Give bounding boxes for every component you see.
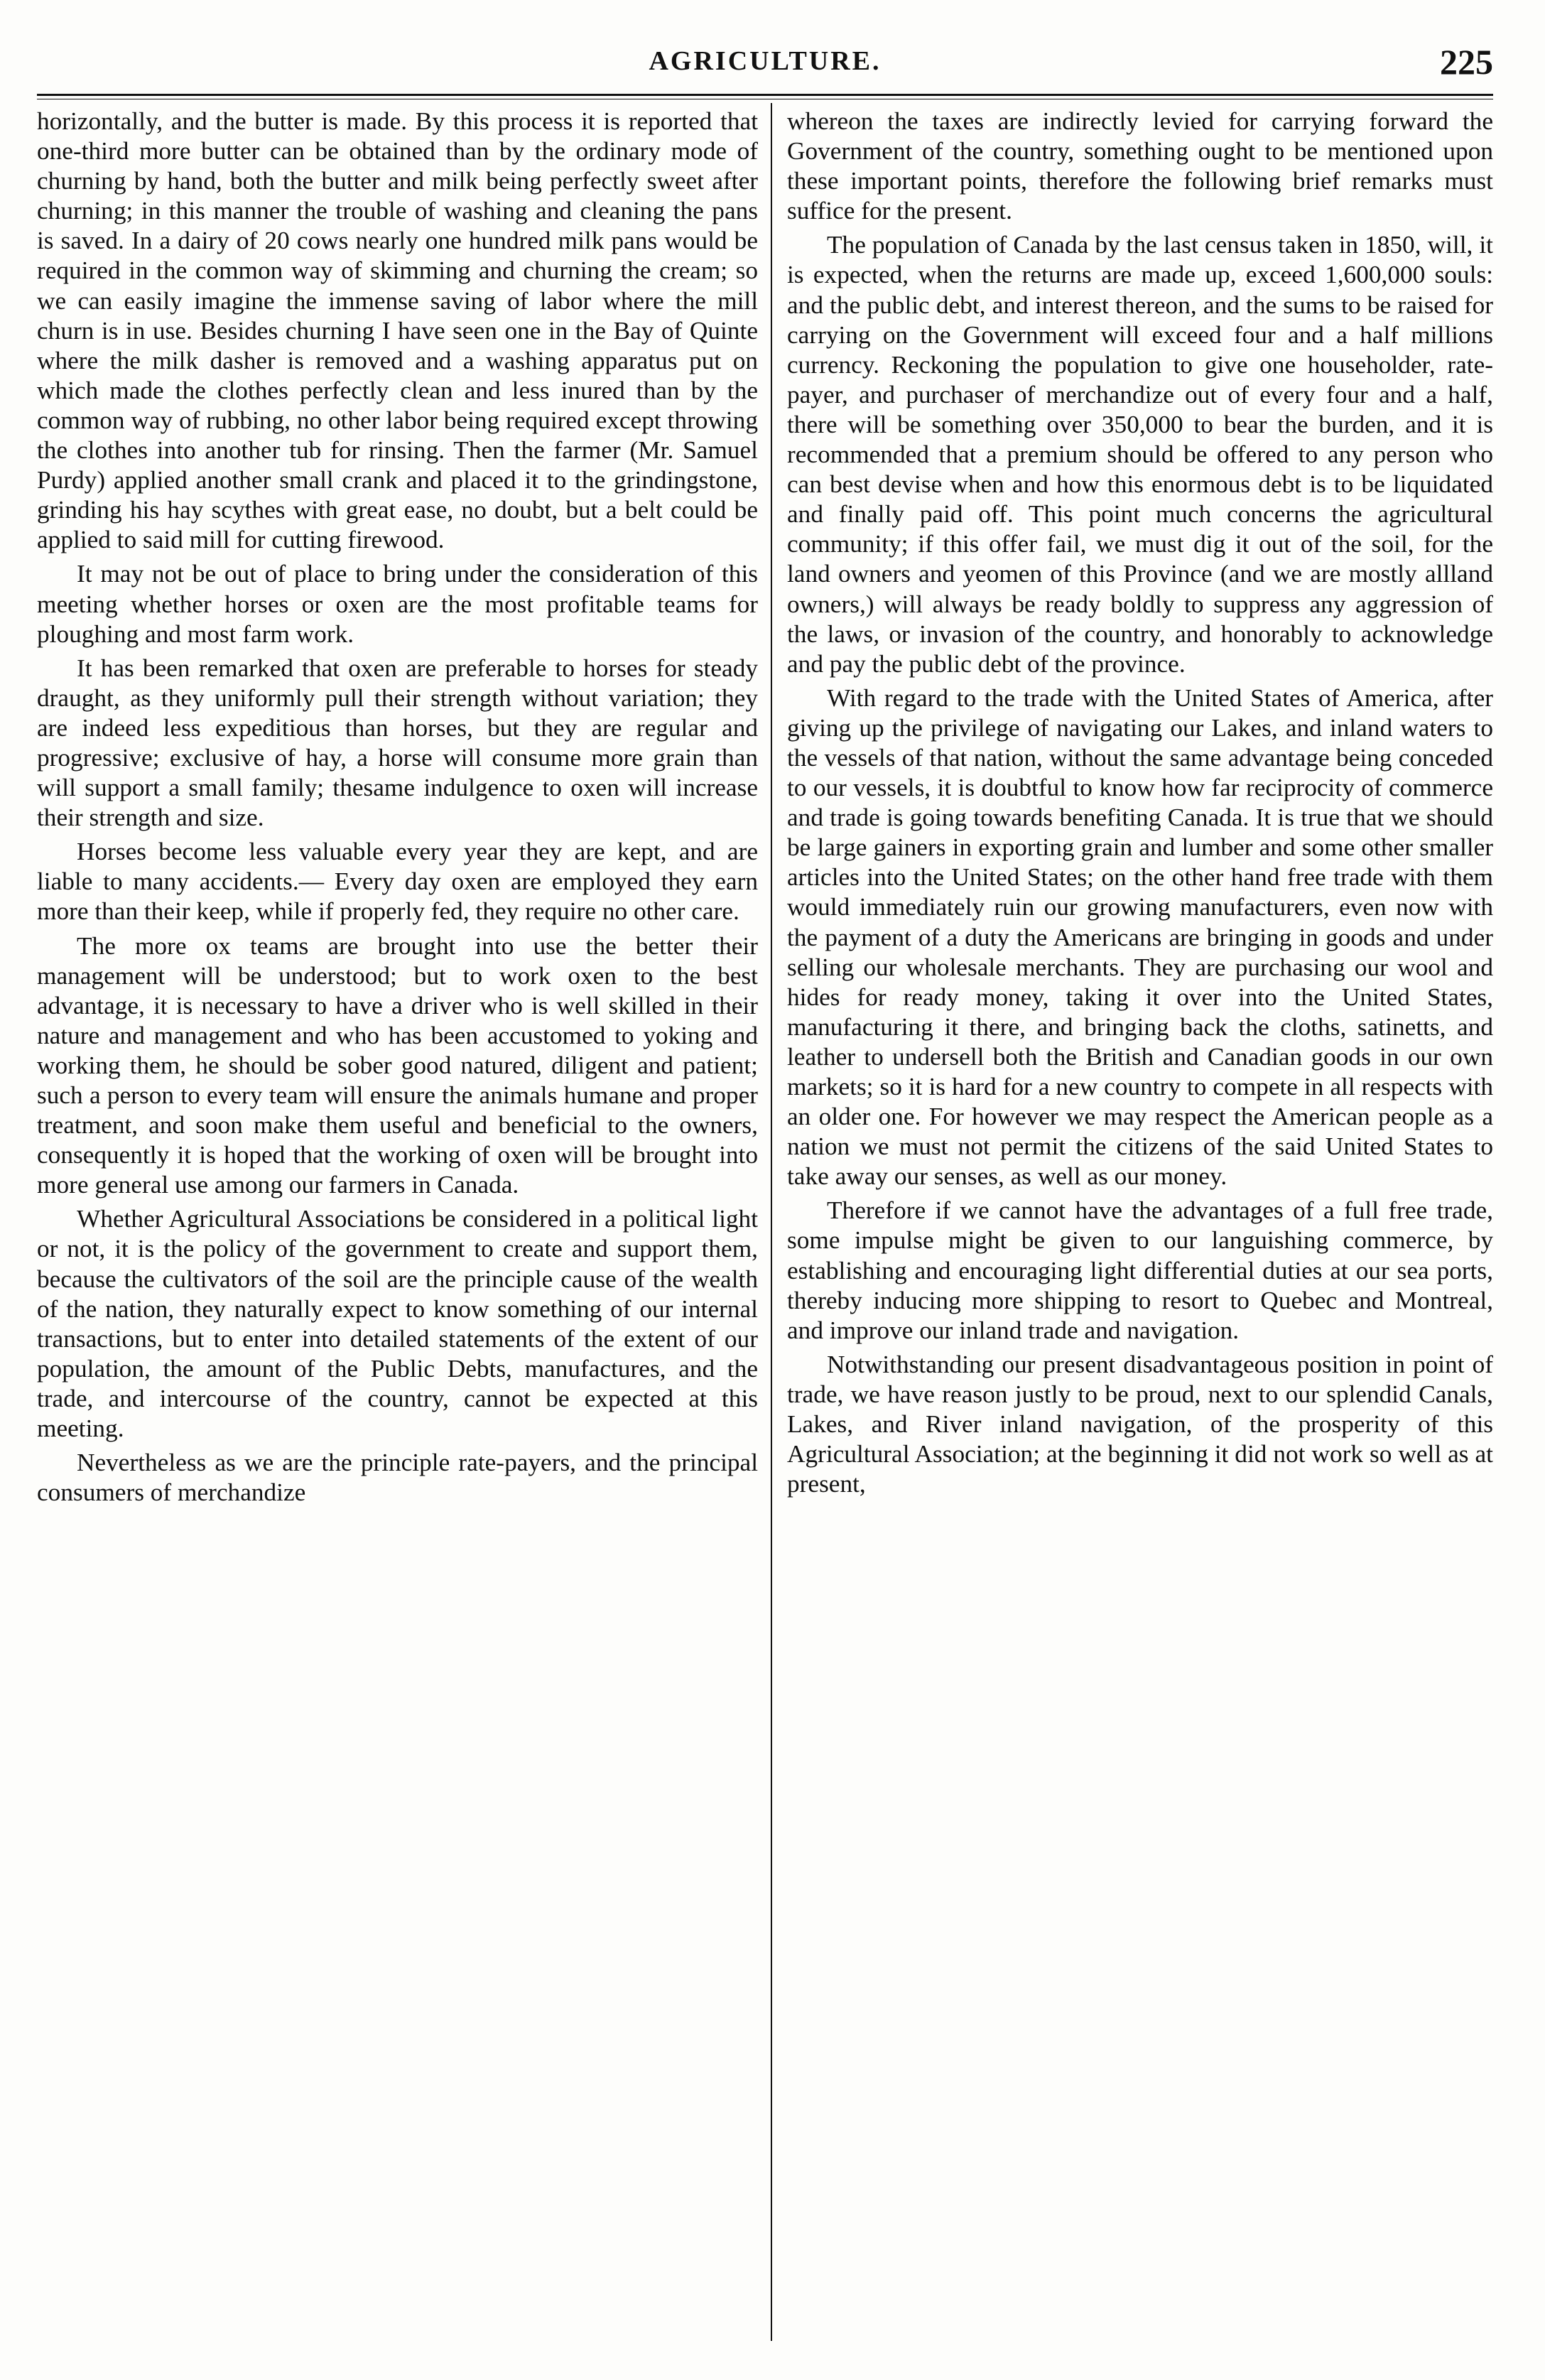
paragraph: It has been remarked that oxen are preferable to horses for steady draught, as they uniformly pull their strength without variation; they are indeed less expeditious than horses, but they are regular and progressive; exclusive of hay, a horse will consume more grain than will support a small family; thesame indulgence to oxen will increase their strength and size.: [37, 654, 758, 832]
header-rule: [37, 94, 1493, 96]
page-number: 225: [1440, 42, 1493, 82]
running-title: AGRICULTURE.: [649, 46, 882, 76]
left-column: [37, 107, 758, 2344]
right-column: [787, 107, 1493, 2344]
paragraph: Therefore if we cannot have the advantages of a full free trade, some impulse might be given to our languishing commerce, by establishing and encouraging light differential duties at our sea ports, thereby inducing more shipping to resort to Quebec and Montreal, and improve our inland trade and navigation.: [787, 1196, 1493, 1344]
paragraph: whereon the taxes are indirectly levied for carrying forward the Government of the country, something ought to be mentioned upon these important points, therefore the following brief remarks must suffice for the present.: [787, 107, 1493, 225]
paragraph: Notwithstanding our present disadvantageous position in point of trade, we have reason justly to be proud, next to our splendid Canals, Lakes, and River inland navigation, of the prosperity of this Agricultural Association; at the beginning it did not work so well as at present,: [787, 1350, 1493, 1498]
paragraph: Whether Agricultural Associations be considered in a political light or not, it is the policy of the government to create and support them, because the cultivators of the soil are the principle cause of the wealth of the nation, they naturally expect to know something of our internal transactions, but to enter into detailed statements of the extent of our population, the amount of the Public Debts, manufactures, and the trade, and intercourse of the country, cannot be expected at this meeting.: [37, 1205, 758, 1443]
paragraph: The more ox teams are brought into use the better their management will be understood; but to work oxen to the best advantage, it is necessary to have a driver who is well skilled in their nature and management and who has been accustomed to yoking and working them, he should be sober good natured, diligent and patient; such a person to every team will ensure the animals humane and proper treatment, and soon make them useful and beneficial to the owners, consequently it is hoped that the working of oxen will be brought into more general use among our farmers in Canada.: [37, 931, 758, 1199]
paragraph: It may not be out of place to bring under the consideration of this meeting whether horses or oxen are the most profitable teams for ploughing and most farm work.: [37, 560, 758, 648]
running-head: [37, 41, 1493, 84]
column-divider: [771, 103, 772, 2341]
paragraph: Nevertheless as we are the principle rate-payers, and the principal consumers of merchandize: [37, 1449, 758, 1507]
paragraph: Horses become less valuable every year they are kept, and are liable to many accidents.— Every day oxen are employed they earn more than their keep, while if properly fed, they require no other care.: [37, 838, 758, 926]
paragraph: With regard to the trade with the United States of America, after giving up the privilege of navigating our Lakes, and inland waters to the vessels of that nation, without the same advantage being conceded to our vessels, it is doubtful to know how far reciprocity of commerce and trade is going towards benefiting Canada. It is true that we should be large gainers in exporting grain and lumber and some other smaller articles into the United States; on the other hand free trade with them would immediately ruin our growing manufacturers, even now with the payment of a duty the Americans are bringing in goods and under selling our wholesale merchants. They are purchasing our wool and hides for ready money, taking it over into the United States, manufacturing it there, and bringing back the cloths, satinetts, and leather to undersell both the British and Canadian goods in our own markets; so it is hard for a new country to compete in all respects with an older one. For however we may respect the American people as a nation we must not permit the citizens of the said United States to take away our senses, as well as our money.: [787, 683, 1493, 1191]
paragraph: horizontally, and the butter is made. By this process it is reported that one-third more butter can be obtained than by the ordinary mode of churning by hand, both the butter and milk being perfectly sweet after churning; in this manner the trouble of washing and cleaning the pans is saved. In a dairy of 20 cows nearly one hundred milk pans would be required in the common way of skimming and churning the cream; so we can easily imagine the immense saving of labor where the mill churn is in use. Besides churning I have seen one in the Bay of Quinte where the milk dasher is removed and a washing apparatus put on which made the clothes perfectly clean and less inured than by the common way of rubbing, no other labor being required except throwing the clothes into another tub for rinsing. Then the farmer (Mr. Samuel Purdy) applied another small crank and placed it to the grindingstone, grinding his hay scythes with great ease, no doubt, but a belt could be applied to said mill for cutting firewood.: [37, 107, 758, 554]
paragraph: The population of Canada by the last census taken in 1850, will, it is expected, when the returns are made up, exceed 1,600,000 souls: and the public debt, and interest thereon, and the sums to be raised for carrying on the Government will exceed four and a half millions currency. Reckoning the population to give one householder, rate-payer, and purchaser of merchandize out of every four and a half, there will be something over 350,000 to bear the burden, and it is recommended that a premium should be offered to any person who can best devise when and how this enormous debt is to be liquidated and finally paid off. This point much concerns the agricultural community; if this offer fail, we must dig it out of the soil, for the land owners and yeomen of this Province (and we are mostly allland owners,) will always be ready boldly to suppress any aggression of the laws, or invasion of the country, and honorably to acknowledge and pay the public debt of the province.: [787, 231, 1493, 678]
